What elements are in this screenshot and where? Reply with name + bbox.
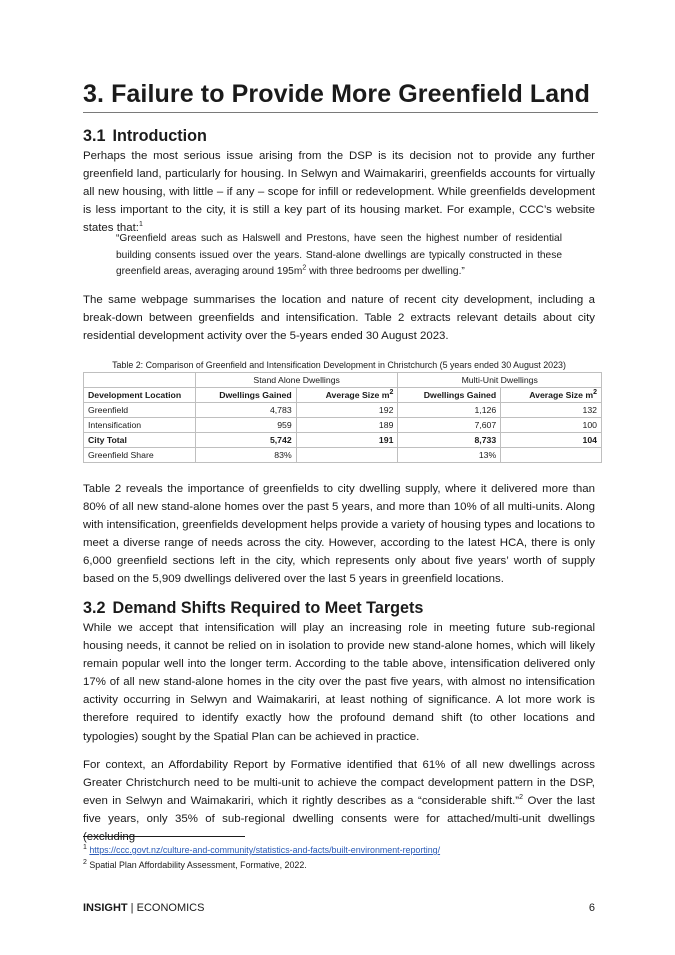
total-sa-size: 191 — [296, 433, 398, 448]
footer-brand-bold: INSIGHT — [83, 902, 128, 914]
col-header-location: Development Location — [84, 388, 196, 403]
demand-paragraph-2 — [83, 756, 595, 846]
col-header-mu-size — [501, 388, 602, 403]
section-3-heading — [83, 80, 598, 113]
col-header-sa-size-text: Average Size m — [325, 390, 390, 400]
footer-brand-rest: ECONOMICS — [136, 902, 205, 914]
demand-paragraph-2-text-start: For context, an Affordability Report by Formative identified that 61% of all new dwellings across Greater Christchurch need to be multi-unit to achieve the compact development pattern in the DSP, even in Selwyn and Waimakariri, which it rightly describes as a “considerable shift.” — [83, 759, 595, 808]
table-column-header-row — [84, 388, 602, 403]
table-2-caption: Table 2: Comparison of Greenfield and Intensification Development in Christchurch (5 years ended 30 August 2023) — [112, 360, 566, 370]
ccc-quote — [116, 231, 562, 281]
demand-paragraph-2-text-end: Over the last five years, only 35% of sub-regional dwelling consents were for attached/multi-unit dwellings (excluding — [83, 795, 595, 844]
share-label: Greenfield Share — [84, 448, 196, 463]
footer-brand — [83, 902, 204, 914]
table-row — [84, 418, 602, 433]
page-number: 6 — [588, 902, 595, 914]
cell-mu-gained: 7,607 — [398, 418, 501, 433]
total-mu-gained: 8,733 — [398, 433, 501, 448]
footnote-2 — [83, 860, 307, 870]
table-row — [84, 403, 602, 418]
group-header-multi-unit: Multi-Unit Dwellings — [398, 373, 602, 388]
section-3-1-heading — [83, 127, 207, 146]
table-total-row — [84, 433, 602, 448]
share-sa-empty — [296, 448, 398, 463]
intro-paragraph-2: The same webpage summarises the location and nature of recent city development, including a break-down between greenfields and intensification. Table 2 extracts relevant details about city residential development activity over the 5-years ended 30 August 2023. — [83, 294, 595, 343]
section-3-title: Failure to Provide More Greenfield Land — [111, 80, 591, 108]
quote-text-end: with three bedrooms per dwelling.” — [306, 266, 465, 278]
footer-separator: | — [127, 902, 137, 914]
share-mu-empty — [501, 448, 602, 463]
footnote-1-number: 1 — [83, 844, 87, 852]
footnote-1 — [83, 845, 440, 855]
cell-sa-size: 189 — [296, 418, 398, 433]
row-label: Intensification — [84, 418, 196, 433]
section-3-2-number: 3.2 — [83, 599, 106, 617]
cell-sa-size: 192 — [296, 403, 398, 418]
section-3-2-heading — [83, 599, 423, 618]
footnote-divider — [83, 836, 245, 837]
section-3-1-number: 3.1 — [83, 127, 106, 145]
cell-mu-gained: 1,126 — [398, 403, 501, 418]
section-3-2-title: Demand Shifts Required to Meet Targets — [112, 599, 424, 617]
quote-superscript: 2 — [302, 264, 307, 272]
col-header-mu-size-text: Average Size m — [529, 390, 594, 400]
table-2 — [83, 372, 602, 463]
cell-mu-size: 132 — [501, 403, 602, 418]
table-discussion-paragraph: Table 2 reveals the importance of greenfields to city dwelling supply, where it delivered more than 80% of all new stand-alone homes over the past 5 years, and more than 10% of all multi-units. Along with intensification, greenfields development helps provide a variety of housing types and locations to meet a diverse range of needs across the city. However, according to the latest HCA, there is only 6,000 greenfield sections left in the city, which represents only about five years’ worth of supply based on the 5,909 dwellings delivered over the last 5 years in greenfield locations. — [83, 483, 595, 586]
section-3-1-title: Introduction — [112, 127, 207, 145]
footnote-ref-2: 2 — [519, 794, 524, 802]
col-header-sa-size — [296, 388, 398, 403]
cell-mu-size: 100 — [501, 418, 602, 433]
col-header-sa-gained: Dwellings Gained — [195, 388, 296, 403]
group-header-stand-alone: Stand Alone Dwellings — [195, 373, 398, 388]
section-3-number: 3. — [83, 80, 105, 108]
intro-paragraph-1-text: Perhaps the most serious issue arising from the DSP is its decision not to provide any further greenfield land, particularly for housing. In Selwyn and Waimakariri, greenfields accounts for virtually all new housing, with little – if any – scope for infill or redevelopment. While greenfields development is less important to the city, it is still a key part of its housing market. For example, CCC’s website states that: — [83, 150, 595, 235]
row-label: Greenfield — [84, 403, 196, 418]
footnote-2-text: Spatial Plan Affordability Assessment, Formative, 2022. — [89, 860, 307, 870]
col-header-mu-size-sup: 2 — [593, 389, 597, 397]
footnote-ref-1: 1 — [138, 221, 143, 229]
cell-sa-gained: 959 — [195, 418, 296, 433]
share-mu: 13% — [398, 448, 501, 463]
footnote-1-link[interactable]: https://ccc.govt.nz/culture-and-community/statistics-and-facts/built-environment-reporting/ — [89, 845, 441, 855]
footnote-2-number: 2 — [83, 859, 87, 867]
intro-paragraph-1 — [83, 147, 595, 237]
quote-text-start: “Greenfield areas such as Halswell and Prestons, have seen the highest number of residential building consents issued over the years. Stand-alone dwellings are typically constructed in these greenfield areas, averaging around 195m — [116, 233, 562, 278]
demand-paragraph-1: While we accept that intensification will play an increasing role in meeting future sub-regional housing needs, it cannot be relied on in isolation to provide new stand-alone homes, which will likely remain popular well into the longer term. According to the table above, intensification delivered only 17% of all new stand-alone homes in the city over the past five years, with almost no intensification activity occurring in Selwyn and Waimakariri, at least nothing of significance. A lot more work is therefore required to identify exactly how the profound demand shift (to other locations and typologies) sought by the Spatial Plan can be achieved in practice. — [83, 622, 595, 743]
total-label: City Total — [84, 433, 196, 448]
table-group-header-row — [84, 373, 602, 388]
table-share-row — [84, 448, 602, 463]
table-corner-cell — [84, 373, 196, 388]
col-header-mu-gained: Dwellings Gained — [398, 388, 501, 403]
total-mu-size: 104 — [501, 433, 602, 448]
total-sa-gained: 5,742 — [195, 433, 296, 448]
share-sa: 83% — [195, 448, 296, 463]
cell-sa-gained: 4,783 — [195, 403, 296, 418]
col-header-sa-size-sup: 2 — [389, 389, 394, 397]
